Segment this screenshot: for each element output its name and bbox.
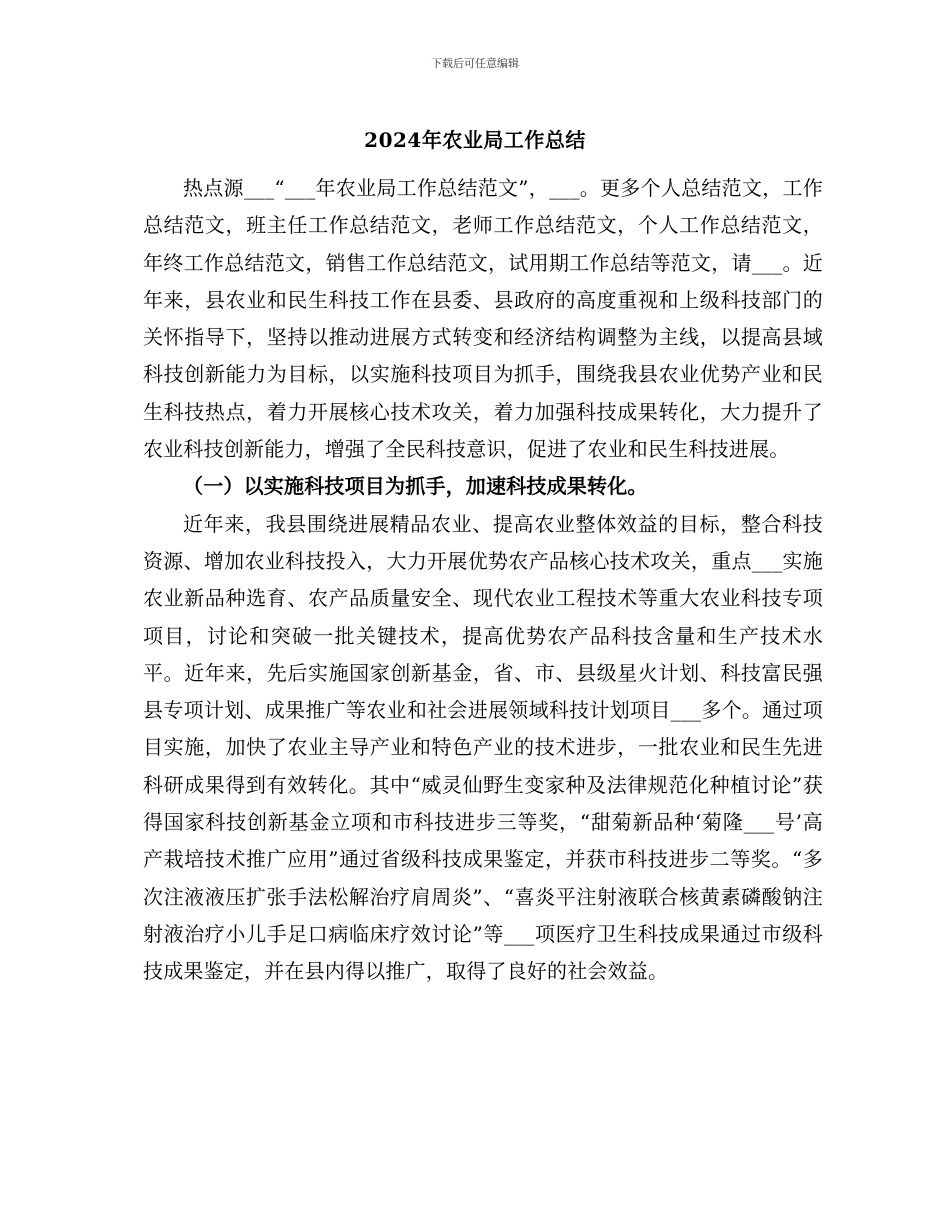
document-body — [143, 170, 823, 991]
paragraph-section-one: 近年来，我县围绕进展精品农业、提高农业整体效益的目标，整合科技资源、增加农业科技投入，大力开展优势农产品核心技术攻关，重点___实施农业新品种选育、农产品质量安全、现代农业工程技术等重大农业科技专项项目，讨论和突破一批关键技术，提高优势农产品科技含量和生产技术水平。近年来，先后实施国家创新基金，省、市、县级星火计划、科技富民强县专项计划、成果推广等农业和社会进展领域科技计划项目___多个。通过项目实施，加快了农业主导产业和特色产业的技术进步，一批农业和民生先进科研成果得到有效转化。其中“威灵仙野生变家种及法律规范化种植讨论”获得国家科技创新基金立项和市科技进步三等奖，“甜菊新品种‘菊隆___号’高产栽培技术推广应用”通过省级科技成果鉴定，并获市科技进步二等奖。“多次注液液压扩张手法松解治疗肩周炎”、“喜炎平注射液联合核黄素磷酸钠注射液治疗小儿手足口病临床疗效讨论”等___项医疗卫生科技成果通过市级科技成果鉴定，并在县内得以推广，取得了良好的社会效益。 — [143, 511, 823, 984]
header-note: 下载后可任意编辑 — [431, 57, 519, 70]
document-title: 2024年农业局工作总结 — [364, 128, 586, 152]
section-heading: （一）以实施科技项目为抓手，加速科技成果转化。 — [183, 474, 648, 499]
paragraph-intro: 热点源___“___年农业局工作总结范文”，___。更多个人总结范文，工作总结范文，班主任工作总结范文，老师工作总结范文，个人工作总结范文，年终工作总结范文，销售工作总结范文，试用期工作总结等范文，请___。近年来，县农业和民生科技工作在县委、县政府的高度重视和上级科技部门的关怀指导下，坚持以推动进展方式转变和经济结构调整为主线，以提高县域科技创新能力为目标，以实施科技项目为抓手，围绕我县农业优势产业和民生科技热点，着力开展核心技术攻关，着力加强科技成果转化，大力提升了农业科技创新能力，增强了全民科技意识，促进了农业和民生科技进展。 — [143, 176, 823, 462]
